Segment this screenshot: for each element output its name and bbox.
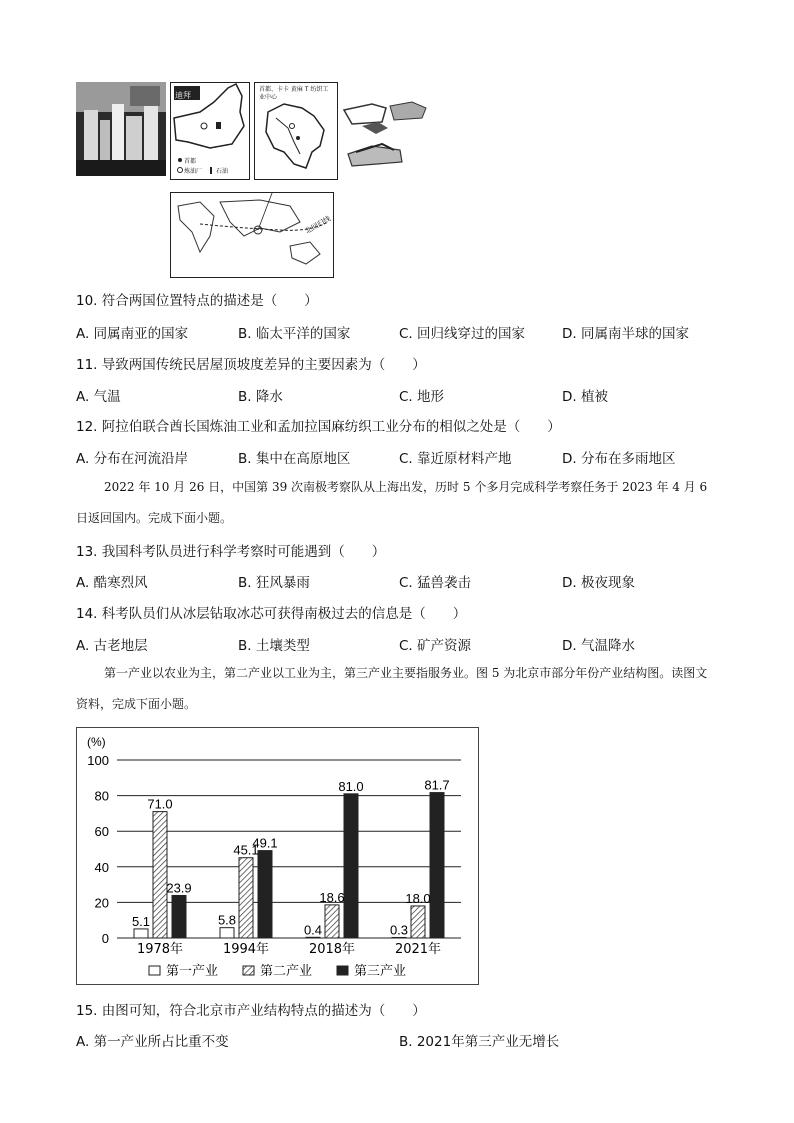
legend-swatch — [149, 966, 160, 975]
uae-legend-oil: 石油 — [216, 168, 229, 175]
data-label: 0.3 — [389, 922, 409, 938]
legend-label: 第二产业 — [260, 964, 313, 979]
x-tick-label: 2018年 — [308, 942, 356, 957]
bar — [392, 937, 406, 938]
passage-antarctic: 2022 年 10 月 26 日，中国第 39 次南极考察队从上海出发，历时 5 个多月完成科学考察任务于 2023 年 4 月 6 日返回国内。完成下面小题。 — [76, 480, 708, 525]
city-photo — [76, 82, 166, 176]
option-12a: A. 分布在河流沿岸 — [76, 451, 189, 467]
houses-sketch — [342, 92, 436, 172]
question-text: 我国科考队员进行科学考察时可能遇到（ ） — [101, 544, 386, 560]
data-label: 5.1 — [131, 913, 151, 929]
legend-swatch — [243, 966, 254, 975]
x-tick-label: 1978年 — [136, 942, 184, 957]
data-label: 81.7 — [424, 777, 450, 793]
question-number: 14. — [76, 606, 98, 622]
chart-svg — [77, 728, 478, 984]
uae-legend-capital: 首都 — [184, 158, 197, 165]
option-14d: D. 气温降水 — [562, 638, 635, 654]
option-14c: C. 矿产资源 — [399, 638, 472, 654]
option-11a: A. 气温 — [76, 389, 121, 405]
route-label: 北回归线 — [303, 214, 333, 236]
legend-label: 第一产业 — [166, 964, 219, 979]
passage-industry: 第一产业以农业为主，第二产业以工业为主，第三产业主要指服务业。图 5 为北京市部分年份产业结构图。读图文资料，完成下面小题。 — [76, 666, 708, 711]
question-number: 13. — [76, 544, 98, 560]
bar — [220, 928, 234, 938]
question-text: 导致两国传统民居屋顶坡度差异的主要因素为（ ） — [101, 357, 426, 373]
question-number: 12. — [76, 419, 98, 435]
y-tick-label: 0 — [101, 931, 109, 946]
option-10c: C. 回归线穿过的国家 — [399, 326, 526, 342]
question-10 — [76, 289, 318, 309]
option-15a: A. 第一产业所占比重不变 — [76, 1034, 229, 1050]
option-11d: D. 植被 — [562, 389, 608, 405]
data-label: 18.0 — [405, 890, 431, 906]
data-label: 45.1 — [233, 842, 259, 858]
uae-map-title: 迪拜 — [175, 91, 191, 100]
question-text: 阿拉伯联合酋长国炼油工业和孟加拉国麻纺织工业分布的相似之处是（ ） — [101, 419, 561, 435]
question-12 — [76, 415, 561, 435]
data-label: 49.1 — [252, 835, 278, 851]
bar — [172, 895, 186, 938]
question-13 — [76, 540, 385, 560]
data-label: 0.4 — [303, 922, 323, 938]
option-11b: B. 降水 — [238, 389, 283, 405]
question-11 — [76, 353, 426, 373]
option-13c: C. 猛兽袭击 — [399, 575, 472, 591]
option-10d: D. 同属南半球的国家 — [562, 326, 689, 342]
data-label: 5.8 — [217, 912, 237, 928]
option-13a: A. 酷寒烈风 — [76, 575, 148, 591]
question-15 — [76, 999, 426, 1019]
bar — [411, 906, 425, 938]
y-tick-label: 60 — [94, 824, 109, 840]
y-axis-label: (%) — [87, 735, 106, 749]
bar — [430, 793, 444, 938]
data-label: 18.6 — [319, 889, 345, 905]
y-tick-label: 100 — [87, 753, 109, 768]
option-11c: C. 地形 — [399, 389, 445, 405]
question-number: 15. — [76, 1003, 98, 1019]
option-10b: B. 临太平洋的国家 — [238, 326, 351, 342]
option-13b: B. 狂风暴雨 — [238, 575, 310, 591]
bar — [258, 851, 272, 938]
bar — [344, 794, 358, 938]
data-label: 71.0 — [147, 796, 173, 812]
option-10a: A. 同属南亚的国家 — [76, 326, 189, 342]
data-label: 81.0 — [338, 778, 364, 794]
figure-collage — [76, 82, 436, 278]
option-13d: D. 极夜现象 — [562, 575, 635, 591]
data-label: 23.9 — [166, 880, 192, 896]
bar — [134, 929, 148, 938]
y-tick-label: 40 — [94, 859, 109, 875]
question-14 — [76, 602, 466, 622]
question-number: 10. — [76, 293, 98, 309]
option-12c: C. 靠近原材料产地 — [399, 451, 512, 467]
bar — [153, 812, 167, 938]
x-tick-label: 1994年 — [222, 942, 270, 957]
y-tick-label: 80 — [94, 788, 109, 804]
option-12d: D. 分布在多雨地区 — [562, 451, 676, 467]
industry-structure-chart — [76, 727, 479, 985]
uae-legend-refinery: 炼油厂 — [184, 168, 203, 175]
bangladesh-legend: 首都、卡卡 黄麻 T 纺织工业中心 — [259, 86, 329, 101]
question-text: 科考队员们从冰层钻取冰芯可获得南极过去的信息是（ ） — [101, 606, 467, 622]
legend-label: 第三产业 — [354, 964, 407, 979]
option-12b: B. 集中在高原地区 — [238, 451, 351, 467]
bar — [325, 905, 339, 938]
question-number: 11. — [76, 357, 98, 373]
question-text: 符合两国位置特点的描述是（ ） — [101, 293, 318, 309]
legend-swatch — [337, 966, 348, 975]
bar — [306, 937, 320, 938]
y-tick-label: 20 — [94, 895, 109, 911]
option-14a: A. 古老地层 — [76, 638, 148, 654]
option-15b: B. 2021年第三产业无增长 — [399, 1034, 560, 1050]
bar — [239, 858, 253, 938]
option-14b: B. 土壤类型 — [238, 638, 310, 654]
question-text: 由图可知，符合北京市产业结构特点的描述为（ ） — [101, 1003, 426, 1019]
x-tick-label: 2021年 — [394, 942, 442, 957]
